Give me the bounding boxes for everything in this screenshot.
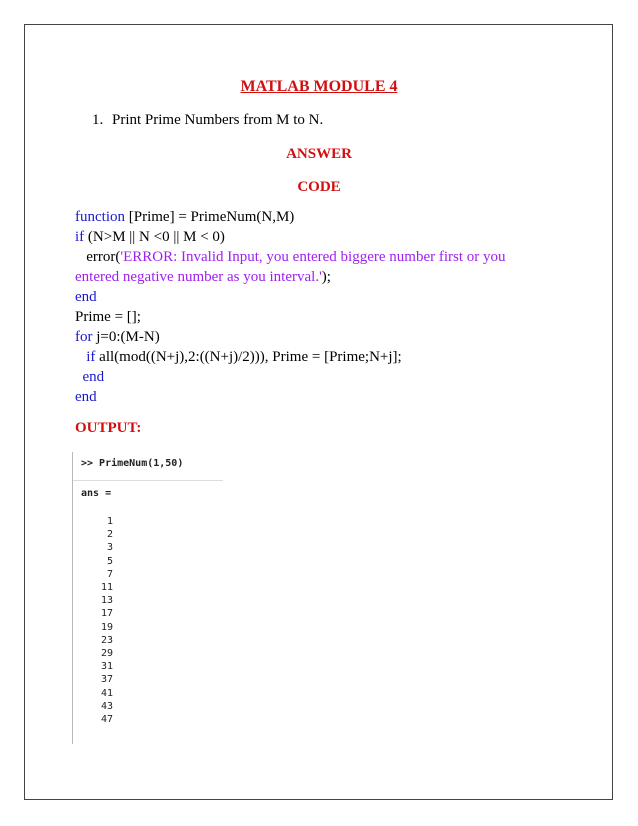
code-keyword: for xyxy=(75,329,93,345)
console-value: 3 xyxy=(106,542,113,554)
code-keyword: function xyxy=(75,209,125,225)
code-text: all(mod((N+j),2:((N+j)/2))), Prime = [Prime;N+j]; xyxy=(95,349,402,365)
code-text: j=0:(M-N) xyxy=(92,329,160,345)
console-value: 37 xyxy=(100,674,113,686)
code-keyword: end xyxy=(75,289,97,305)
code-text: ); xyxy=(321,269,331,285)
code-text: Prime = []; xyxy=(75,309,141,325)
code-text xyxy=(75,349,86,365)
code-string: entered negative number as you interval.' xyxy=(75,269,322,285)
code-line xyxy=(75,287,506,307)
console-value: 23 xyxy=(100,634,113,646)
code-line xyxy=(75,347,506,367)
code-text xyxy=(75,369,83,385)
answer-heading: ANSWER xyxy=(286,146,352,162)
output-label: OUTPUT: xyxy=(75,420,142,436)
code-heading: CODE xyxy=(297,179,341,195)
console-value: 1 xyxy=(106,516,113,527)
console-value: 47 xyxy=(100,714,113,725)
document-title: MATLAB MODULE 4 xyxy=(240,78,398,95)
code-string: 'ERROR: Invalid Input, you entered biggere number first or you xyxy=(120,249,506,265)
console-ans-label: ans = xyxy=(81,488,112,499)
code-keyword: end xyxy=(75,389,97,405)
console-value: 5 xyxy=(106,555,113,567)
question-text: Print Prime Numbers from M to N. xyxy=(112,112,324,128)
question-item xyxy=(92,112,323,129)
console-value: 11 xyxy=(100,582,113,593)
console-value: 41 xyxy=(100,687,113,699)
code-text: (N>M || N <0 || M < 0) xyxy=(84,229,225,245)
code-text: [Prime] = PrimeNum(N,M) xyxy=(125,209,295,225)
code-keyword: end xyxy=(82,369,105,385)
code-line xyxy=(75,247,506,267)
code-line xyxy=(75,367,506,387)
code-line xyxy=(75,207,506,227)
code-line xyxy=(75,227,506,247)
console-value: 13 xyxy=(100,595,113,607)
console-value: 7 xyxy=(106,568,113,580)
console-value: 19 xyxy=(100,621,113,633)
console-output xyxy=(72,452,253,744)
code-block xyxy=(75,207,506,407)
code-line xyxy=(75,327,506,347)
code-keyword: if xyxy=(75,229,85,245)
console-value: 31 xyxy=(100,661,113,673)
console-value: 29 xyxy=(100,648,113,659)
question-number: 1. xyxy=(92,112,104,128)
code-keyword: if xyxy=(86,349,96,365)
code-text: error( xyxy=(75,249,121,265)
console-value: 17 xyxy=(100,608,113,620)
console-command: >> PrimeNum(1,50) xyxy=(81,458,184,469)
code-line xyxy=(75,387,506,407)
console-value: 43 xyxy=(100,700,113,712)
console-divider xyxy=(73,480,223,481)
console-value: 2 xyxy=(106,529,113,541)
code-line xyxy=(75,307,506,327)
code-line xyxy=(75,267,506,287)
